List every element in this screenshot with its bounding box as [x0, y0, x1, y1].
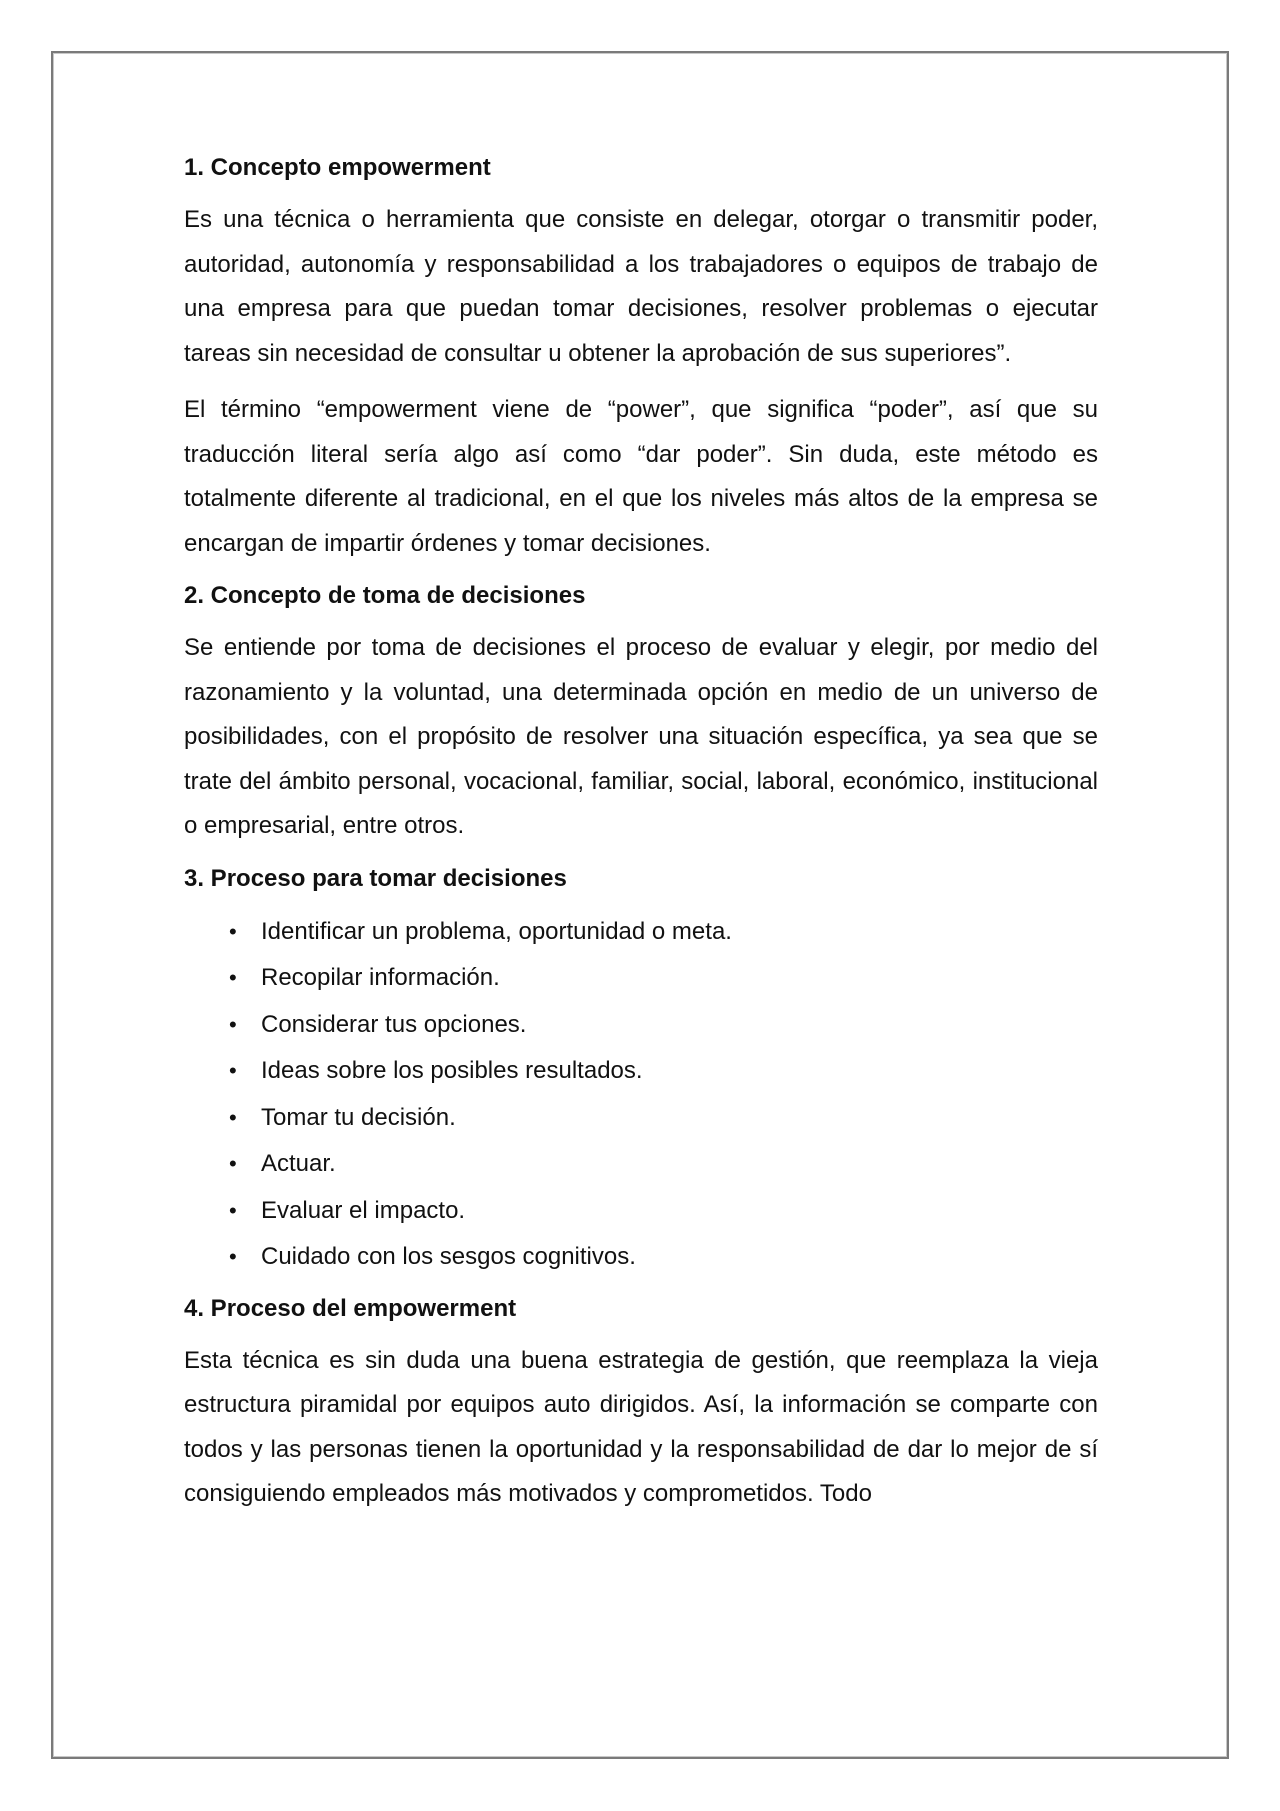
bullet-icon: •	[229, 965, 237, 990]
bullet-icon: •	[229, 1197, 237, 1223]
list-item: • Actuar.	[184, 1141, 1098, 1188]
list-item: • Ideas sobre los posibles resultados.	[184, 1048, 1098, 1095]
document-body	[184, 150, 1098, 1529]
section-heading-empowerment-concept: 1. Concepto empowerment	[184, 154, 491, 181]
list-item: • Cuidado con los sesgos cognitivos.	[184, 1234, 1098, 1281]
bullet-icon: •	[229, 1104, 237, 1130]
bullet-icon: •	[229, 1011, 237, 1037]
paragraph: El término “empowerment viene de “power”, que significa “poder”, así que su traducción literal sería algo así como “dar poder”. Sin duda, este método es totalmente diferente al tradicional, en el que los niveles más altos de la empresa se encargan de impartir órdenes y tomar decisiones.	[184, 396, 1098, 557]
bullet-icon: •	[229, 1058, 237, 1083]
list-item: • Tomar tu decisión.	[184, 1095, 1098, 1142]
paragraph: Esta técnica es sin duda una buena estrategia de gestión, que reemplaza la vieja estructura piramidal por equipos auto dirigidos. Así, la información se comparte con todos y las personas tienen la oportunidad y la responsabilidad de dar lo mejor de sí consiguiendo empleados más motivados y comprometidos. Todo	[184, 1346, 1098, 1507]
decision-steps-list	[184, 909, 1098, 1281]
list-item: • Identificar un problema, oportunidad o meta.	[184, 909, 1098, 956]
list-item: • Recopilar información.	[184, 955, 1098, 1002]
paragraph: Se entiende por toma de decisiones el proceso de evaluar y elegir, por medio del razonamiento y la voluntad, una determinada opción en medio de un universo de posibilidades, con el propósito de resolver una situación específica, ya sea que se trate del ámbito personal, vocacional, familiar, social, laboral, económico, institucional o empresarial, entre otros.	[184, 634, 1098, 839]
bullet-icon: •	[229, 1244, 237, 1269]
bullet-icon: •	[229, 1151, 237, 1176]
paragraph: Es una técnica o herramienta que consiste en delegar, otorgar o transmitir poder, autoridad, autonomía y responsabilidad a los trabajadores o equipos de trabajo de una empresa para que puedan tomar decisiones, resolver problemas o ejecutar tareas sin necesidad de consultar u obtener la aprobación de sus superiores”.	[184, 206, 1098, 367]
list-item: • Considerar tus opciones.	[184, 1002, 1098, 1049]
section-heading-decision-concept: 2. Concepto de toma de decisiones	[184, 582, 586, 609]
list-item: • Evaluar el impacto.	[184, 1188, 1098, 1235]
section-heading-empowerment-process: 4. Proceso del empowerment	[184, 1294, 517, 1322]
section-heading-decision-process: 3. Proceso para tomar decisiones	[184, 864, 567, 892]
bullet-icon: •	[229, 918, 237, 944]
